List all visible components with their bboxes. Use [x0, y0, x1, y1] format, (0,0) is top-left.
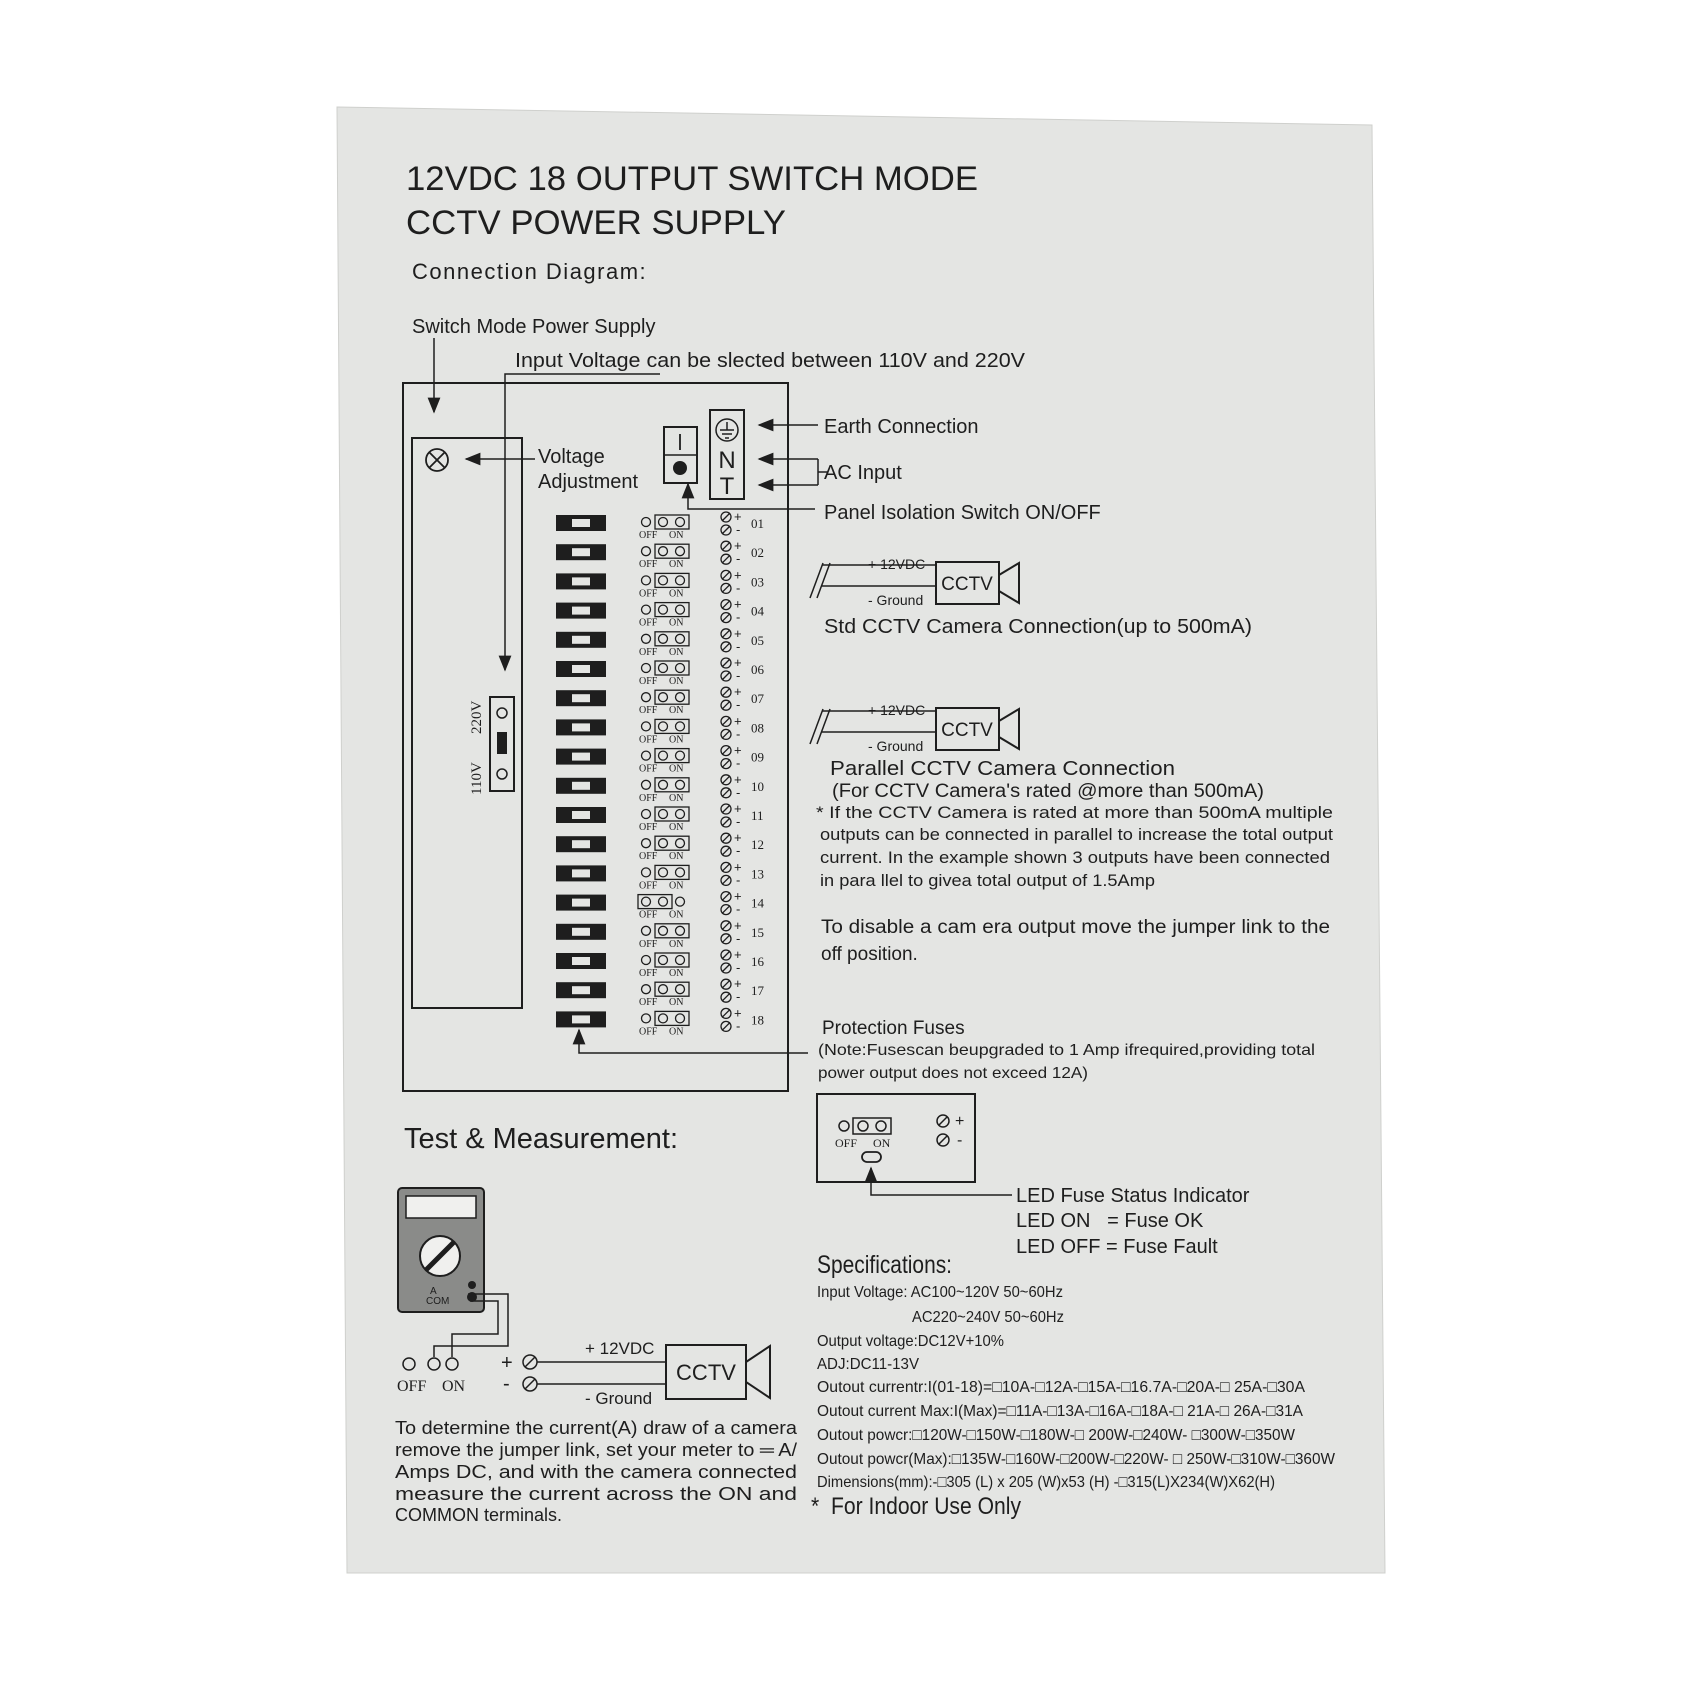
parallel-cctv-label: CCTV: [941, 720, 993, 741]
spec-line-power-max: Outout powcr(Max):□135W-□160W-□200W-□220W- □ 250W-□310W-□360W: [817, 1451, 1336, 1468]
terminal-minus: -: [736, 843, 741, 859]
terminal-minus: -: [736, 697, 741, 713]
std-camera-caption: Std CCTV Camera Connection(up to 500mA): [824, 616, 1252, 638]
fuses-note-line-1: (Note:Fusescan beupgraded to 1 Amp ifrequired,providing total: [818, 1042, 1315, 1059]
title-line-1: 12VDC 18 OUTPUT SWITCH MODE: [406, 160, 978, 198]
jumper-off-label: OFF: [639, 880, 658, 892]
std-cctv-label: CCTV: [941, 574, 993, 595]
terminal-plus: +: [734, 859, 742, 875]
led-detail-plus: +: [955, 1113, 965, 1130]
jumper-off-label: OFF: [639, 822, 658, 833]
jumper-on-label: ON: [669, 968, 684, 979]
terminal-minus: -: [736, 814, 741, 829]
ac-input-label: AC Input: [824, 462, 902, 484]
test-note-line-5: COMMON terminals.: [395, 1505, 563, 1525]
output-number: 02: [751, 545, 764, 561]
test-note-line-1: To determine the current(A) draw of a camera: [395, 1418, 799, 1438]
terminal-minus: -: [736, 989, 741, 1005]
terminal-plus: +: [734, 538, 742, 554]
jumper-on-label: ON: [669, 705, 684, 717]
output-number: 06: [751, 662, 764, 677]
jumper-off-label: OFF: [639, 588, 658, 600]
terminal-t-label: T: [719, 473, 735, 500]
jumper-off-label: OFF: [639, 705, 658, 717]
output-number: 18: [751, 1012, 764, 1028]
parallel-note-line-1: * If the CCTV Camera is rated at more than 500mA multiple: [816, 803, 1333, 822]
test-on-label: ON: [442, 1378, 466, 1395]
output-number: 11: [751, 808, 764, 823]
meter-com-label: COM: [426, 1296, 450, 1307]
fuse-window: [572, 899, 590, 907]
spec-line-power: Outout powcr:□120W-□150W-□180W-□ 200W-□240W- □300W-□350W: [817, 1427, 1296, 1444]
terminal-plus: +: [734, 655, 742, 670]
jumper-on-label: ON: [669, 938, 684, 950]
terminal-plus: +: [734, 625, 742, 641]
fuse-window: [572, 548, 590, 556]
fuse-window: [572, 869, 590, 877]
jumper-on-label: ON: [669, 880, 684, 892]
test-plus-sign: +: [501, 1352, 513, 1374]
fuse-window: [572, 519, 590, 527]
led-detail-minus: -: [957, 1132, 963, 1149]
output-number: 05: [751, 632, 764, 648]
terminal-minus: -: [736, 784, 741, 800]
spec-line-input-voltage-2: AC220~240V 50~60Hz: [912, 1309, 1064, 1326]
terminal-minus: -: [736, 551, 741, 567]
led-detail-on-label: ON: [873, 1136, 891, 1150]
jumper-off-label: OFF: [639, 734, 658, 746]
parallel-note-line-3: current. In the example shown 3 outputs have been connected: [820, 848, 1330, 867]
led-detail-off-label: OFF: [835, 1136, 858, 1150]
fuses-note-line-2: power output does not exceed 12A): [818, 1065, 1088, 1082]
spec-line-dimensions: Dimensions(mm):-□305 (L) x 205 (W)x53 (H) -□315(L)X234(W)X62(H): [817, 1474, 1275, 1491]
terminal-plus: +: [734, 713, 742, 729]
terminal-minus: -: [736, 930, 741, 946]
connection-diagram-label: Connection Diagram:: [412, 259, 648, 284]
output-number: 15: [751, 924, 764, 940]
selector-220v-label: 220V: [469, 700, 485, 734]
terminal-minus: -: [736, 638, 741, 654]
terminal-plus: +: [734, 509, 742, 524]
jumper-off-label: OFF: [639, 909, 658, 921]
test-off-label: OFF: [397, 1378, 427, 1395]
terminal-minus: -: [736, 1018, 741, 1034]
terminal-minus: -: [736, 901, 741, 917]
spec-line-current-max: Outout current Max:I(Max)=□11A-□13A-□16A-□18A-□ 21A-□ 26A-□31A: [817, 1403, 1304, 1420]
jumper-on-label: ON: [669, 1026, 684, 1038]
fuse-window: [572, 665, 590, 673]
test-note-line-3: Amps DC, and with the camera connected: [395, 1462, 797, 1482]
jumper-on-label: ON: [669, 646, 684, 658]
parallel-note-line-2: outputs can be connected in parallel to increase the total output: [820, 825, 1334, 844]
test-note-line-2: remove the jumper link, set your meter to ═ A/: [395, 1440, 797, 1460]
fuse-window: [572, 840, 590, 848]
led-indicator-on: LED ON = Fuse OK: [1016, 1210, 1204, 1232]
terminal-plus: +: [734, 801, 742, 816]
jumper-off-label: OFF: [639, 763, 658, 775]
terminal-plus: +: [734, 771, 742, 787]
output-number: 16: [751, 954, 764, 969]
fuse-window: [572, 928, 590, 936]
terminal-plus: +: [734, 684, 742, 700]
jumper-on-label: ON: [669, 997, 684, 1009]
jumper-on-label: ON: [669, 676, 684, 687]
output-number: 12: [751, 837, 764, 853]
jumper-on-label: ON: [669, 822, 684, 833]
psu-label: Switch Mode Power Supply: [412, 316, 656, 338]
terminal-minus: -: [736, 522, 741, 537]
input-voltage-note: Input Voltage can be slected between 110V and 220V: [515, 350, 1026, 372]
title-line-2: CCTV POWER SUPPLY: [406, 204, 786, 242]
led-indicator-off: LED OFF = Fuse Fault: [1016, 1236, 1218, 1258]
output-number: 01: [751, 516, 764, 531]
fuse-window: [572, 811, 590, 819]
terminal-minus: -: [736, 755, 741, 771]
specs-title: Specifications:: [817, 1251, 952, 1279]
output-number: 17: [751, 983, 764, 999]
fuse-window: [572, 636, 590, 644]
fuse-window: [572, 1015, 590, 1023]
jumper-off-label: OFF: [639, 646, 658, 658]
terminal-minus: -: [736, 580, 741, 596]
jumper-on-label: ON: [669, 909, 684, 921]
disable-note-line-2: off position.: [821, 944, 918, 965]
output-number: 04: [751, 603, 764, 619]
fuse-window: [572, 782, 590, 790]
fuse-window: [572, 957, 590, 965]
output-number: 14: [751, 895, 764, 911]
panel-isolation-label: Panel Isolation Switch ON/OFF: [824, 502, 1101, 524]
jumper-on-label: ON: [669, 588, 684, 600]
jumper-on-label: ON: [669, 851, 684, 863]
led-indicator-title: LED Fuse Status Indicator: [1016, 1185, 1250, 1207]
parallel-note-line-4: in para llel to givea total output of 1.5Amp: [820, 871, 1155, 890]
test-cctv-label: CCTV: [676, 1360, 736, 1385]
parallel-camera-sub: (For CCTV Camera's rated @more than 500mA): [832, 781, 1264, 802]
terminal-plus: +: [734, 596, 742, 612]
terminal-minus: -: [736, 960, 741, 975]
terminal-plus: +: [734, 917, 742, 933]
terminal-plus: +: [734, 976, 742, 992]
jumper-off-label: OFF: [639, 968, 658, 979]
fuses-title: Protection Fuses: [822, 1018, 965, 1039]
jumper-off-label: OFF: [639, 1026, 658, 1038]
jumper-off-label: OFF: [639, 530, 658, 541]
terminal-minus: -: [736, 668, 741, 683]
output-number: 07: [751, 691, 764, 707]
jumper-off-label: OFF: [639, 997, 658, 1009]
jumper-on-label: ON: [669, 792, 684, 804]
fuse-window: [572, 723, 590, 731]
spec-line-adj: ADJ:DC11-13V: [817, 1356, 920, 1373]
std-ground-label: - Ground: [868, 592, 924, 608]
voltage-adjust-label-1: Voltage: [538, 446, 605, 468]
output-number: 10: [751, 778, 764, 794]
terminal-plus: +: [734, 947, 742, 962]
meter-a-label: A: [430, 1286, 437, 1297]
terminal-plus: +: [734, 830, 742, 846]
output-number: 09: [751, 749, 764, 765]
selector-knob: [497, 732, 507, 754]
spec-line-current: Outout currentr:I(01-18)=□10A-□12A-□15A-□16.7A-□20A-□ 25A-□30A: [817, 1379, 1306, 1396]
earth-connection-label: Earth Connection: [824, 416, 979, 438]
test-minus-sign: -: [503, 1373, 510, 1395]
jumper-off-label: OFF: [639, 851, 658, 863]
jumper-off-label: OFF: [639, 676, 658, 687]
jumper-off-label: OFF: [639, 617, 658, 629]
terminal-n-label: N: [718, 447, 736, 474]
terminal-plus: +: [734, 1005, 742, 1021]
fuse-window: [572, 694, 590, 702]
isolation-switch-off-mark: [673, 461, 687, 475]
parallel-plus-label: + 12VDC: [868, 702, 926, 718]
output-number: 03: [751, 574, 764, 590]
indoor-note: * For Indoor Use Only: [811, 1493, 1021, 1520]
spec-line-output-voltage: Output voltage:DC12V+10%: [817, 1333, 1004, 1350]
fuse-window: [572, 753, 590, 761]
test-positive-label: + 12VDC: [585, 1339, 655, 1358]
jumper-off-label: OFF: [639, 792, 658, 804]
std-plus-label: + 12VDC: [868, 556, 926, 572]
jumper-on-label: ON: [669, 763, 684, 775]
jumper-on-label: ON: [669, 530, 684, 541]
disable-note-line-1: To disable a cam era output move the jumper link to the: [821, 917, 1330, 938]
spec-line-input-voltage: Input Voltage: AC100~120V 50~60Hz: [817, 1284, 1063, 1301]
jumper-off-label: OFF: [639, 559, 658, 571]
parallel-camera-caption: Parallel CCTV Camera Connection: [830, 758, 1175, 780]
fuse-window: [572, 986, 590, 994]
terminal-plus: +: [734, 567, 742, 583]
jumper-off-label: OFF: [639, 938, 658, 950]
terminal-plus: +: [734, 888, 742, 904]
output-number: 13: [751, 866, 764, 882]
terminal-minus: -: [736, 609, 741, 625]
terminal-plus: +: [734, 742, 742, 758]
jumper-on-label: ON: [669, 734, 684, 746]
voltage-adjust-label-2: Adjustment: [538, 471, 639, 493]
terminal-minus: -: [736, 872, 741, 888]
selector-110v-label: 110V: [469, 762, 485, 795]
fuse-window: [572, 607, 590, 615]
test-title: Test & Measurement:: [404, 1123, 678, 1155]
fuse-window: [572, 577, 590, 585]
output-number: 08: [751, 720, 764, 736]
jumper-on-label: ON: [669, 559, 684, 571]
parallel-ground-label: - Ground: [868, 738, 924, 754]
test-note-line-4: measure the current across the ON and: [395, 1484, 797, 1504]
jumper-on-label: ON: [669, 617, 684, 629]
terminal-minus: -: [736, 726, 741, 742]
test-ground-label: - Ground: [585, 1389, 653, 1408]
